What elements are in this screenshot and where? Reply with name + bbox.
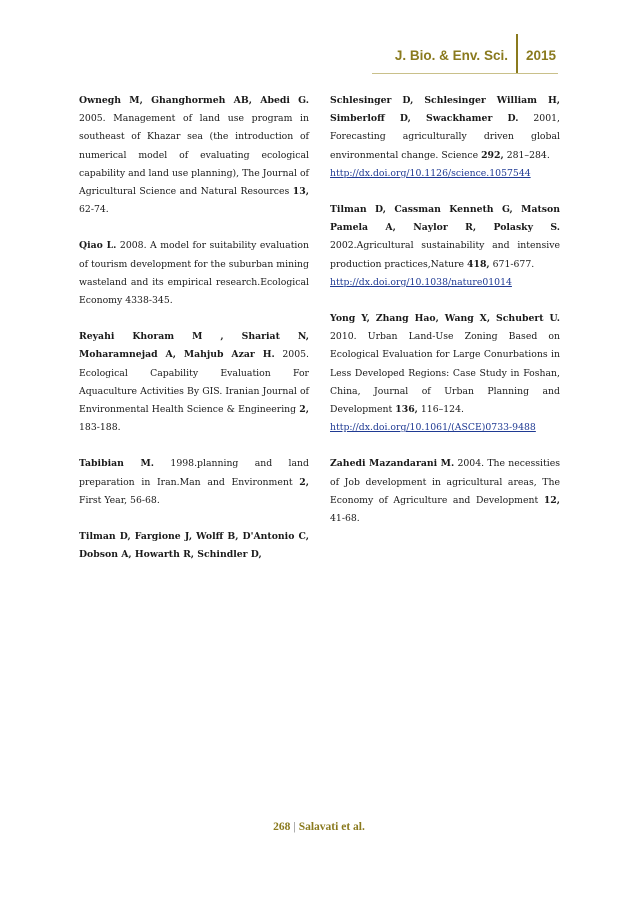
reference-item	[79, 328, 309, 437]
ref-authors: Yong Y, Zhang Hao, Wang X, Schubert U.	[330, 313, 560, 325]
doi-link[interactable]: http://dx.doi.org/10.1061/(ASCE)0733-9488	[330, 422, 536, 434]
doi-link[interactable]: http://dx.doi.org/10.1126/science.1057544	[330, 167, 531, 179]
ref-volume: 292,	[481, 149, 504, 161]
reference-item	[330, 201, 560, 292]
references-right-column	[330, 92, 560, 546]
ref-text: The necessities of Job development in agricultural areas, The Economy of Agriculture and Development	[330, 458, 560, 506]
reference-item	[330, 455, 560, 528]
ref-year: 2008.	[119, 240, 147, 252]
footer-author: Salavati et al.	[298, 821, 365, 833]
ref-pages: 671-677.	[492, 258, 535, 270]
reference-item	[79, 237, 309, 310]
ref-authors: Schlesinger D, Schlesinger William H, Simberloff D, Swackhamer D.	[330, 95, 560, 125]
ref-pages: 183-188.	[79, 422, 121, 434]
ref-year: 2010.	[330, 331, 357, 343]
journal-title: J. Bio. & Env. Sci.	[394, 47, 508, 63]
reference-item	[79, 528, 309, 564]
journal-year: 2015	[525, 47, 556, 63]
ref-pages: 281–284.	[506, 149, 550, 161]
ref-volume: 13,	[292, 186, 309, 198]
ref-volume: 136,	[395, 404, 418, 416]
reference-item	[79, 455, 309, 510]
ref-authors: Qiao L.	[79, 240, 117, 252]
ref-text: planning and land preparation in Iran.Man and Environment	[79, 458, 309, 488]
ref-text: Agricultural sustainability and intensive production practices,Nature	[330, 240, 560, 270]
ref-pages: 62-74.	[79, 204, 109, 216]
ref-text: A model for suitability evaluation of tourism development for the suburban mining wasteland and its empirical research.Ecological Economy 4338-345.	[79, 240, 309, 307]
ref-text: Forecasting agriculturally driven global environmental change. Science	[330, 131, 560, 161]
ref-year: 1998.	[170, 458, 198, 470]
ref-text: Management of land use program in southeast of Khazar sea (the introduction of numerical model of evaluating ecological capability and land use planning), The Journal of Agricultural Science and Natural Resources	[79, 113, 309, 198]
ref-year: 2005.	[79, 113, 106, 125]
ref-volume: 418,	[467, 258, 490, 270]
references-left-column	[79, 92, 309, 582]
ref-text: Urban Land-Use Zoning Based on Ecological Evaluation for Large Conurbations in Less Developed Regions: Case Study in Foshan, China, Journal of Urban Planning and Development	[330, 331, 560, 416]
ref-authors: Tilman D, Cassman Kenneth G, Matson Pamela A, Naylor R, Polasky S.	[330, 204, 560, 234]
ref-pages: 41-68.	[330, 513, 360, 525]
doi-link[interactable]: http://dx.doi.org/10.1038/nature01014	[330, 276, 512, 288]
ref-authors: Reyahi Khoram M , Shariat N, Moharamnejad A, Mahjub Azar H.	[79, 331, 309, 361]
running-header	[395, 38, 556, 72]
ref-volume: 2,	[299, 404, 309, 416]
ref-authors: Ownegh M, Ghanghormeh AB, Abedi G.	[79, 95, 309, 106]
reference-item	[330, 310, 560, 437]
header-rule	[372, 73, 558, 74]
ref-text: Ecological Capability Evaluation For Aquaculture Activities By GIS. Iranian Journal of Environmental Health Science & Engineering	[79, 367, 309, 416]
ref-authors: Tabibian M.	[79, 458, 155, 470]
ref-pages: First Year, 56-68.	[79, 494, 160, 506]
ref-year: 2001,	[533, 113, 560, 125]
ref-year: 2002.	[330, 240, 357, 252]
reference-item	[330, 92, 560, 183]
footer-separator: |	[293, 821, 296, 833]
ref-pages: 116–124.	[420, 404, 464, 416]
ref-year: 2004.	[457, 458, 485, 470]
ref-authors: Zahedi Mazandarani M.	[330, 458, 455, 470]
ref-volume: 2,	[299, 476, 309, 488]
reference-item	[79, 92, 309, 219]
ref-authors: Tilman D, Fargione J, Wolff B, D'Antonio C, Dobson A, Howarth R, Schindler D,	[79, 531, 309, 561]
ref-volume: 12,	[543, 494, 560, 506]
page-footer	[0, 821, 638, 833]
ref-year: 2005.	[282, 349, 309, 361]
page-number: 268	[273, 821, 291, 833]
